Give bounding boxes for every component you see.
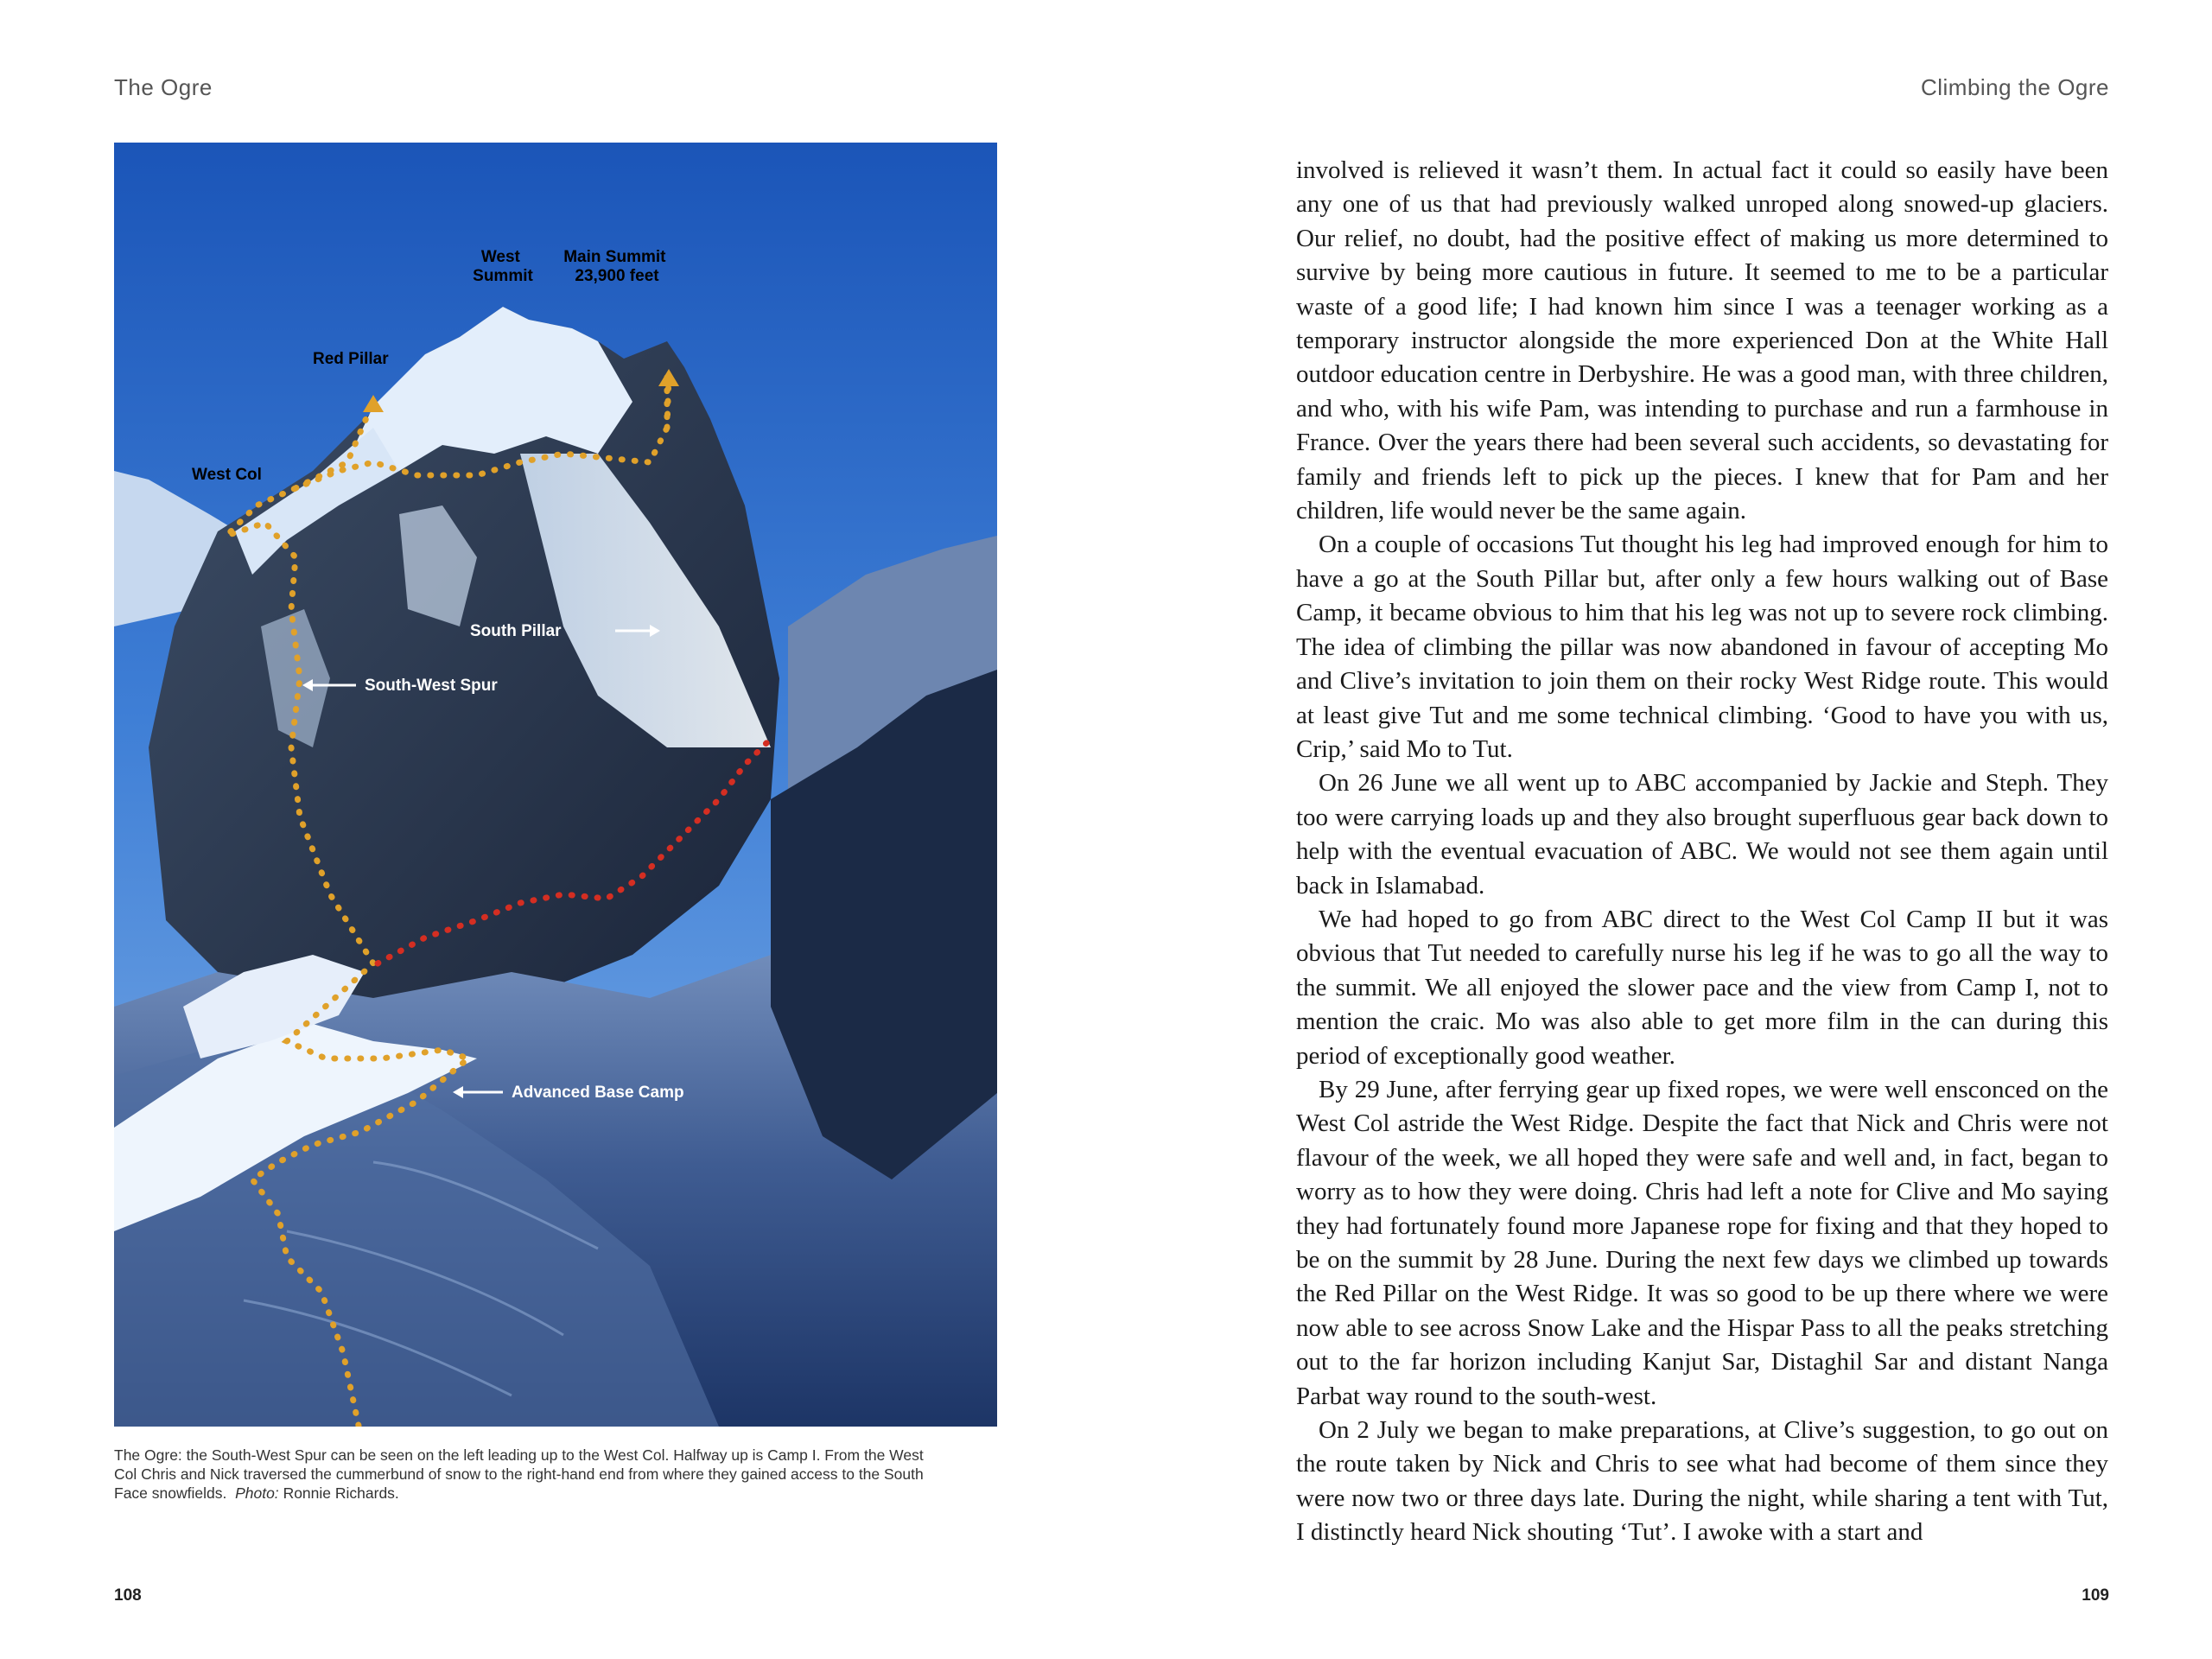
- main-summit-label: Main Summit 23,900 feet: [563, 248, 666, 285]
- paragraph: By 29 June, after ferrying gear up fixed ropes, we were well ensconced on the West Col astride the West Ridge. Despite the fact that Nick and Chris were not flavour of the week, we all hoped they were safe and well and, in fact, began to worry as to how they were doing. Chris had left a note for Clive and Mo saying they had fortunately found more Japanese rope for fixing and that they hoped to be on the summit by 28 June. During the next few days we climbed up towards the Red Pillar on the West Ridge. It was so good to be up there where we were now able to see across Snow Lake and the Hispar Pass to all the peaks stretching out to the far horizon including Kanjut Sar, Distaghil Sar and distant Nanga Parbat way round to the south-west.: [1296, 1075, 2108, 1410]
- paragraph: We had hoped to go from ABC direct to the West Col Camp II but it was obvious that Tut needed to carefully nurse his leg if he was to go all the way to the summit. We all enjoyed the slower pace and the view from Camp I, not to mention the craic. Mo was also able to get more film in the can during this period of exceptionally good weather.: [1296, 905, 2108, 1070]
- paragraph: involved is relieved it wasn’t them. In actual fact it could so easily have been any one of us that had previously walked unroped along snowed-up glaciers. Our relief, no doubt, had the positive effect of making us more determined to survive by being more cautious in future. It seemed to me to be a particular waste of a good life; I had known him since I was a teenager working as a temporary instructor alongside the more experienced Don at the White Hall outdoor education centre in Derbyshire. He was a good man, with three children, and who, with his wife Pam, was intending to purchase and run a farmhouse in France. Over the years there had been several such accidents, so devastating for family and friends left to pick up the pieces. I knew that for Pam and her children, life would never be the same again.: [1296, 156, 2108, 525]
- photo-caption: [114, 1446, 944, 1503]
- west-summit-label: West Summit: [473, 248, 533, 285]
- caption-credit: Ronnie Richards.: [283, 1484, 399, 1502]
- ogre-route-photo: [114, 143, 997, 1427]
- south-pillar-label: South Pillar: [470, 622, 562, 640]
- red-pillar-label: Red Pillar: [313, 350, 389, 368]
- running-head-right: Climbing the Ogre: [1920, 74, 2109, 100]
- running-head-left: The Ogre: [114, 74, 213, 100]
- caption-text: The Ogre: the South-West Spur can be seen on the left leading up to the West Col. Halfway up is Camp I. From the West Col Chris and Nick traversed the cummerbund of snow to the right-hand end from where they gained access to the South Face snowfields.: [114, 1446, 924, 1502]
- paragraph: On 2 July we began to make preparations, at Clive’s suggestion, to go out on the route taken by Nick and Chris to see what had become of them since they were now two or three days late. During the night, while sharing a tent with Tut, I distinctly heard Nick shouting ‘Tut’. I awoke with a start and: [1296, 1416, 2108, 1547]
- body-text: [1296, 154, 2108, 1550]
- advanced-base-camp-label: Advanced Base Camp: [512, 1084, 684, 1102]
- paragraph: On a couple of occasions Tut thought his leg had improved enough for him to have a go at the South Pillar but, after only a few hours walking out of Base Camp, it became obvious to him that his leg was not up to severe rock climbing. The idea of climbing the pillar was now abandoned in favour of accepting Mo and Clive’s invitation to join them on their rocky West Ridge route. This would at least give Tut and me some technical climbing. ‘Good to have you with us, Crip,’ said Mo to Tut.: [1296, 531, 2108, 763]
- south-west-spur-label: South-West Spur: [365, 677, 498, 695]
- caption-photo-prefix: Photo:: [235, 1484, 279, 1502]
- page-number-left: 108: [114, 1586, 142, 1605]
- west-col-label: West Col: [192, 466, 262, 484]
- page-number-right: 109: [2082, 1586, 2109, 1605]
- paragraph: On 26 June we all went up to ABC accompanied by Jackie and Steph. They too were carrying loads up and they also brought superfluous gear back down to help with the eventual evacuation of ABC. We would not see them again until back in Islamabad.: [1296, 769, 2108, 899]
